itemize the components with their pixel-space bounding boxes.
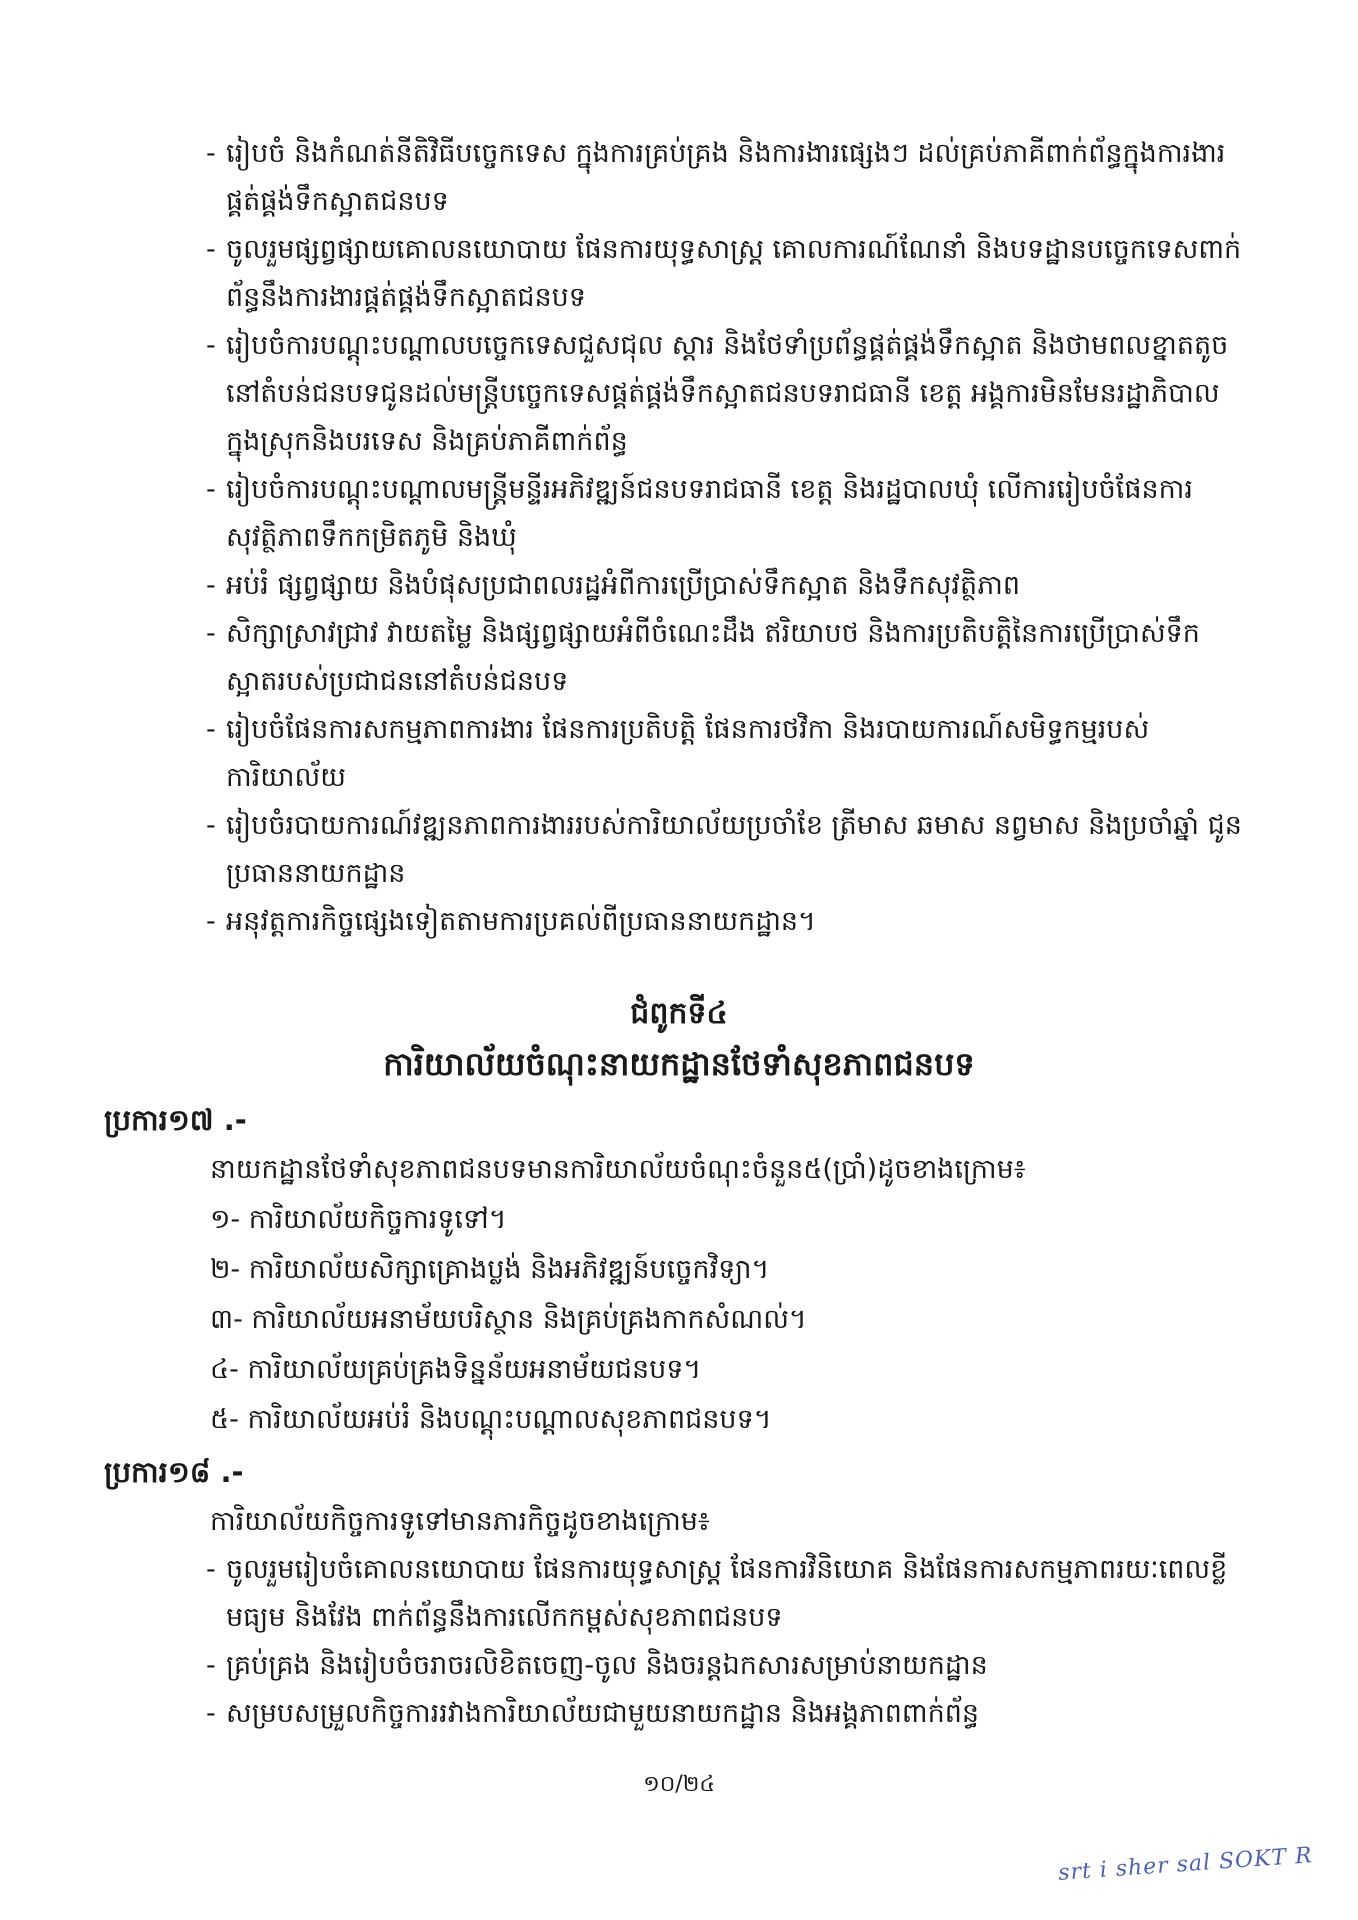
article-18-heading: ប្រការ១៨ .-: [104, 1455, 244, 1489]
duty-text: រៀបចំផែនការសកម្មភាពការងារ ផែនការប្រតិបត្តិ ផែនការថវិកា និងរបាយការណ៍សមិទ្ធកម្មរបស់ការិយាល័យ: [226, 714, 1150, 793]
duties-list-article-18: [206, 1546, 1256, 1738]
article-18-intro: ការិយាល័យកិច្ចការទូទៅមានភារកិច្ចដូចខាងក្រោម៖: [210, 1506, 710, 1537]
duty-text: អនុវត្តការកិច្ចផ្សេងទៀតតាមការប្រគល់ពីប្រធាននាយកដ្ឋាន។: [226, 906, 816, 937]
duty-item: [206, 322, 1246, 466]
office-item-4: ៤- ការិយាល័យគ្រប់គ្រងទិន្នន័យអនាម័យជនបទ។: [210, 1354, 702, 1385]
bullet-dash: -: [206, 810, 216, 841]
duty-item: [206, 1690, 1256, 1738]
duty-item: [206, 226, 1246, 322]
bullet-dash: -: [206, 714, 216, 745]
duty-item: [206, 802, 1246, 898]
bullet-dash: -: [206, 1650, 216, 1681]
office-item-2: ២- ការិយាល័យសិក្សាគ្រោងប្លង់ និងអភិវឌ្ឍន៍បច្ចេកវិទ្យា។: [210, 1254, 770, 1285]
duty-text: រៀបចំរបាយការណ៍វឌ្ឍនភាពការងាររបស់ការិយាល័យប្រចាំខែ ត្រីមាស ឆមាស នព្វមាស និងប្រចាំឆ្នាំ ជូនប្រធាននាយកដ្ឋាន: [226, 810, 1242, 889]
bullet-dash: -: [206, 1698, 216, 1729]
article-17-heading: ប្រការ១៧ .-: [104, 1103, 247, 1137]
bullet-dash: -: [206, 618, 216, 649]
duty-text: អប់រំ ផ្សព្វផ្សាយ និងបំផុសប្រជាពលរដ្ឋអំពីការប្រើប្រាស់ទឹកស្អាត និងទឹកសុវត្ថិភាព: [226, 570, 1020, 601]
page-number: ១០/២៤: [643, 1772, 715, 1797]
bullet-dash: -: [206, 330, 216, 361]
duty-item: [206, 706, 1246, 802]
office-item-3: ៣- ការិយាល័យអនាម័យបរិស្ថាន និងគ្រប់គ្រងកាកសំណល់។: [210, 1304, 807, 1335]
duty-text: រៀបចំ និងកំណត់នីតិវិធីបច្ចេកទេស ក្នុងការគ្រប់គ្រង និងការងារផ្សេងៗ ដល់គ្រប់ភាគីពាក់ព័ន្ធក្នុងការងារផ្គត់ផ្គង់ទឹកស្អាតជនបទ: [226, 138, 1226, 217]
duty-item: [206, 1642, 1256, 1690]
duty-item: [206, 466, 1246, 562]
duty-item: [206, 562, 1246, 610]
chapter-title: ការិយាល័យចំណុះនាយកដ្ឋានថែទាំសុខភាពជនបទ: [383, 1045, 975, 1083]
chapter-number: ជំពូកទី៤: [630, 996, 728, 1031]
office-item-5: ៥- ការិយាល័យអប់រំ និងបណ្ដុះបណ្ដាលសុខភាពជនបទ។: [210, 1404, 772, 1435]
article-17-intro: នាយកដ្ឋានថែទាំសុខភាពជនបទមានការិយាល័យចំណុះចំនួន៥(ប្រាំ)ដូចខាងក្រោម៖: [210, 1154, 1026, 1185]
duty-text: សិក្សាស្រាវជ្រាវ វាយតម្លៃ និងផ្សព្វផ្សាយអំពីចំណេះដឹង ឥរិយាបថ និងការប្រតិបត្តិនៃការប្រើប្រាស់ទឹកស្អាតរបស់ប្រជាជននៅតំបន់ជនបទ: [226, 618, 1200, 697]
duty-item: [206, 130, 1246, 226]
bullet-dash: -: [206, 474, 216, 505]
duty-text: ចូលរួមរៀបចំគោលនយោបាយ ផែនការយុទ្ធសាស្ត្រ ផែនការវិនិយោគ និងផែនការសកម្មភាពរយៈពេលខ្លី មធ្យម និងវែង ពាក់ព័ន្ធនឹងការលើកកម្ពស់សុខភាពជនបទ: [226, 1554, 1228, 1633]
duty-text: រៀបចំការបណ្ដុះបណ្ដាលមន្ត្រីមន្ទីរអភិវឌ្ឍន៍ជនបទរាជធានី ខេត្ត និងរដ្ឋបាលឃុំ លើការរៀបចំផែនការសុវត្ថិភាពទឹកកម្រិតភូមិ និងឃុំ: [226, 474, 1193, 553]
bullet-dash: -: [206, 234, 216, 265]
handwritten-signature: srt i sher sal SOKT R: [1057, 1843, 1314, 1886]
bullet-dash: -: [206, 1554, 216, 1585]
duty-text: គ្រប់គ្រង និងរៀបចំចរាចរលិខិតចេញ-ចូល និងចរន្តឯកសារសម្រាប់នាយកដ្ឋាន: [226, 1650, 988, 1681]
office-item-1: ១- ការិយាល័យកិច្ចការទូទៅ។: [210, 1204, 507, 1235]
duty-text: សម្របសម្រួលកិច្ចការរវាងការិយាល័យជាមួយនាយកដ្ឋាន និងអង្គភាពពាក់ព័ន្ធ: [226, 1698, 980, 1729]
duty-text: ចូលរួមផ្សព្វផ្សាយគោលនយោបាយ ផែនការយុទ្ធសាស្ត្រ គោលការណ៍ណែនាំ និងបទដ្ឋានបច្ចេកទេសពាក់ព័ន្ធនឹងការងារផ្គត់ផ្គង់ទឹកស្អាតជនបទ: [226, 234, 1242, 313]
bullet-dash: -: [206, 570, 216, 601]
duties-list-top: [206, 130, 1246, 946]
bullet-dash: -: [206, 906, 216, 937]
duty-text: រៀបចំការបណ្ដុះបណ្ដាលបច្ចេកទេសជួសជុល ស្ដារ និងថែទាំប្រព័ន្ធផ្គត់ផ្គង់ទឹកស្អាត និងថាមពលខ្នាតតូចនៅតំបន់ជនបទជូនដល់មន្ត្រីបច្ចេកទេសផ្គត់ផ្គង់ទឹកស្អាតជនបទរាជធានី ខេត្ត អង្គការមិនមែនរដ្ឋាភិបាលក្នុងស្រុកនិងបរទេស និងគ្រប់ភាគីពាក់ព័ន្ធ: [226, 330, 1229, 457]
duty-item: [206, 1546, 1256, 1642]
bullet-dash: -: [206, 138, 216, 169]
duty-item: [206, 610, 1246, 706]
duty-item: [206, 898, 1246, 946]
